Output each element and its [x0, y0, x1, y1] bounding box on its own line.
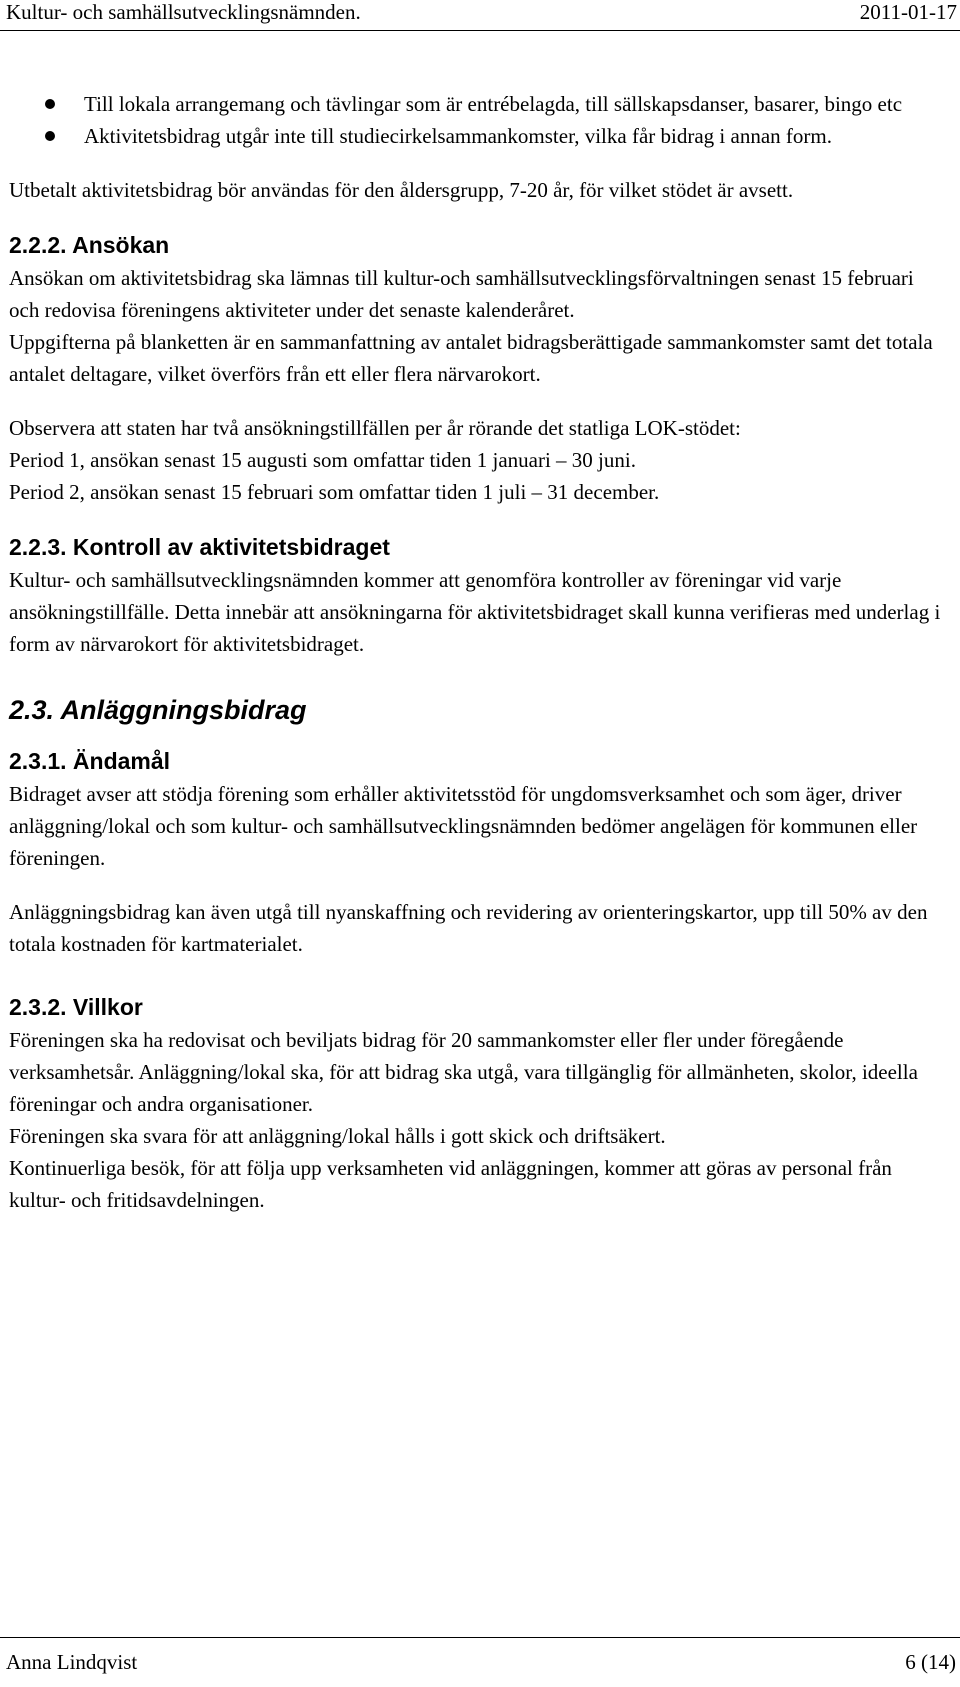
list-item: [9, 88, 944, 120]
heading-2-3-2: 2.3.2. Villkor: [9, 994, 143, 1020]
heading-2-2-2: 2.2.2. Ansökan: [9, 232, 170, 258]
list-item: [9, 120, 944, 152]
paragraph-ansokan: Ansökan om aktivitetsbidrag ska lämnas till kultur-och samhällsutvecklingsförvaltningen senast 15 februari och redovisa föreningens aktiviteter under det senaste kalenderåret.: [9, 266, 914, 322]
bullet-icon: [45, 131, 55, 141]
footer-author: Anna Lindqvist: [6, 1650, 138, 1674]
document-body: [9, 88, 944, 1216]
heading-2-3: 2.3. Anläggningsbidrag: [9, 695, 307, 725]
page-header: [0, 0, 960, 31]
paragraph-besok: Kontinuerliga besök, för att följa upp verksamheten vid anläggningen, kommer att göras av personal från kultur- och fritidsavdelningen.: [9, 1156, 892, 1212]
heading-2-3-1: 2.3.1. Ändamål: [9, 748, 171, 774]
paragraph-anlaggningsbidrag: Anläggningsbidrag kan även utgå till nyanskaffning och revidering av orienteringskartor, upp till 50% av den totala kostnaden för kartmaterialet.: [9, 900, 928, 956]
footer-page-number: 6 (14): [905, 1650, 956, 1674]
paragraph-period-2: Period 2, ansökan senast 15 februari som omfattar tiden 1 juli – 31 december.: [9, 480, 660, 504]
header-committee-name: Kultur- och samhällsutvecklingsnämnden.: [6, 0, 361, 24]
paragraph-kontroll: Kultur- och samhällsutvecklingsnämnden kommer att genomföra kontroller av föreningar vid varje ansökningstillfälle. Detta innebär att ansökningarna för aktivitetsbidraget skall kunna verifieras med underlag i form av närvarokort för aktivitetsbidraget.: [9, 568, 941, 656]
bullet-list: [9, 88, 944, 152]
heading-2-2-3: 2.2.3. Kontroll av aktivitetsbidraget: [9, 534, 390, 560]
header-date: 2011-01-17: [859, 0, 957, 24]
paragraph-utbetalt: Utbetalt aktivitetsbidrag bör användas för den åldersgrupp, 7-20 år, för vilket stödet är avsett.: [9, 178, 794, 202]
list-item-text: Aktivitetsbidrag utgår inte till studiecirkelsammankomster, vilka får bidrag i annan form.: [84, 124, 832, 148]
paragraph-period-1: Period 1, ansökan senast 15 augusti som omfattar tiden 1 januari – 30 juni.: [9, 448, 636, 472]
paragraph-skick: Föreningen ska svara för att anläggning/lokal hålls i gott skick och driftsäkert.: [9, 1124, 666, 1148]
page-footer: [0, 1637, 960, 1678]
paragraph-observera: Observera att staten har två ansökningstillfällen per år rörande det statliga LOK-stödet:: [9, 416, 741, 440]
list-item-text: Till lokala arrangemang och tävlingar som är entrébelagda, till sällskapsdanser, basarer, bingo etc: [84, 92, 903, 116]
paragraph-foreningen: Föreningen ska ha redovisat och beviljats bidrag för 20 sammankomster eller fler under föregående verksamhetsår. Anläggning/lokal ska, för att bidrag ska utgå, vara tillgänglig för allmänheten, skolor, ideella föreningar och andra organisationer.: [9, 1028, 918, 1116]
bullet-icon: [45, 99, 55, 109]
paragraph-bidraget: Bidraget avser att stödja förening som erhåller aktivitetsstöd för ungdomsverksamhet och som äger, driver anläggning/lokal och som kultur- och samhällsutvecklingsnämnden bedömer angelägen för kommunen eller föreningen.: [9, 782, 918, 870]
paragraph-uppgifterna: Uppgifterna på blanketten är en sammanfattning av antalet bidragsberättigade sammankomster samt det totala antalet deltagare, vilket överförs från ett eller flera närvarokort.: [9, 330, 933, 386]
